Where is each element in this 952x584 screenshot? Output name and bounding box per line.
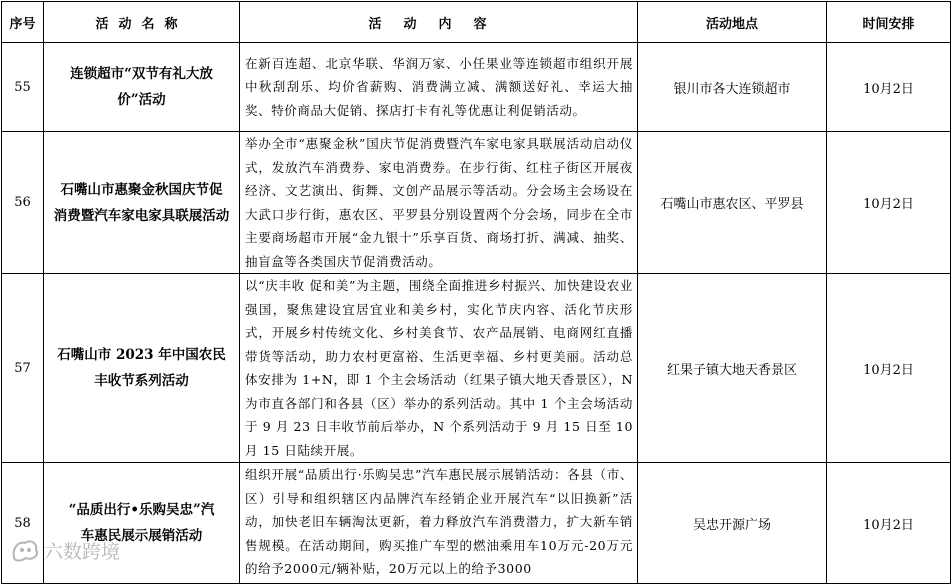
row-name: [44, 463, 240, 584]
row-time: 10月2日: [827, 463, 951, 584]
watermark-text: 六数跨境: [44, 540, 121, 563]
row-index: 58: [2, 463, 44, 584]
row-place: 吴忠开源广场: [638, 463, 827, 584]
table-header-row: [2, 2, 951, 43]
row-time: 10月2日: [827, 132, 951, 274]
row-name-line: 价”活动: [117, 92, 166, 108]
row-name-line: 石嘴山市 2023 年中国农民: [57, 347, 226, 363]
row-name-line: “品质出行•乐购吴忠”汽: [68, 502, 215, 518]
activity-table: [1, 1, 951, 584]
row-place: 红果子镇大地天香景区: [638, 274, 827, 463]
row-name-line: 消费暨汽车家电家具联展活动: [53, 207, 230, 224]
row-name-line: 车惠民展示展销活动: [80, 528, 203, 544]
row-content: 举办全市“惠聚金秋”国庆节促消费暨汽车家电家具联展活动启动仪式，发放汽车消费券、家电消费券。在步行街、红柱子街区开展夜经济、文艺演出、街舞、文创产品展示等活动。分会场主会场设在大武口步行街，惠农区、平罗县分别设置两个分会场，同步在全市主要商场超市开展“金九银十”乐享百货、商场打折、满减、抽奖、抽盲盒等各类国庆节促消费活动。: [240, 132, 638, 274]
row-name-line: 连锁超市“双节有礼大放: [70, 66, 213, 82]
table-row: [2, 132, 951, 274]
table-row: [2, 463, 951, 584]
row-name: [44, 43, 240, 132]
row-time: 10月2日: [827, 43, 951, 132]
header-name: 活动名称: [44, 2, 240, 43]
row-content: 组织开展“品质出行·乐购吴忠”汽车惠民展示展销活动：各县（市、区）引导和组织辖区内品牌汽车经销企业开展汽车“以旧换新”活动，加快老旧车辆淘汰更新，着力释放汽车消费潜力，扩大新车销售规模。在活动期间，购买推广车型的燃油乘用车10万元-20万元的给予2000元/辆补贴，20万元以上的给予3000: [240, 463, 638, 584]
row-place: 银川市各大连锁超市: [638, 43, 827, 132]
table-row: [2, 43, 951, 132]
header-index: 序号: [2, 2, 44, 43]
row-content: 在新百连超、北京华联、华润万家、小任果业等连锁超市组织开展中秋刮刮乐、均价省薪购、消费满立减、满额送好礼、幸运大抽奖、特价商品大促销、探店打卡有礼等优惠让利促销活动。: [240, 43, 638, 132]
row-name: [44, 132, 240, 274]
row-content: 以“庆丰收 促和美”为主题，围绕全面推进乡村振兴、加快建设农业强国，聚焦建设宜居宜业和美乡村，实化节庆内容、活化节庆形式，开展乡村传统文化、乡村美食节、农产品展销、电商网红直播带货等活动，助力农村更富裕、生活更幸福、乡村更美丽。活动总体安排为 1+N，即 1 个主会场活动（红果子镇大地天香景区），N 为市直各部门和各县（区）举办的系列活动。其中 1 个主会场活动于 9 月 23 日丰收节前后举办，N 个系列活动于 9 月 15 日至 10 月 15 日陆续开展。: [240, 274, 638, 463]
row-index: 57: [2, 274, 44, 463]
header-time: 时间安排: [827, 2, 951, 43]
row-name-line: 丰收节系列活动: [94, 373, 189, 389]
row-time: 10月2日: [827, 274, 951, 463]
header-content: 活动内容: [240, 2, 638, 43]
header-place: 活动地点: [638, 2, 827, 43]
row-place: 石嘴山市惠农区、平罗县: [638, 132, 827, 274]
row-index: 55: [2, 43, 44, 132]
row-name-line: 石嘴山市惠聚金秋国庆节促: [60, 181, 223, 198]
table-row: [2, 274, 951, 463]
row-index: 56: [2, 132, 44, 274]
row-name: [44, 274, 240, 463]
